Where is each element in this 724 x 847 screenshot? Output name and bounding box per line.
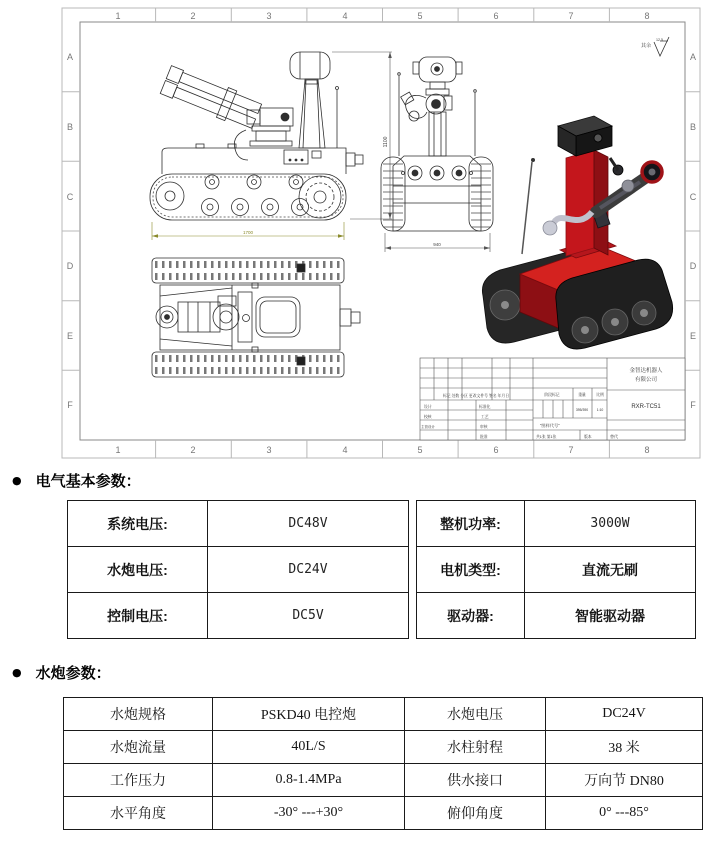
sign-check-label: 校核 — [424, 415, 432, 419]
zone-row-label: D — [66, 261, 74, 271]
zone-row-label: A — [689, 52, 697, 62]
zone-column-label: 1 — [115, 445, 121, 455]
zone-column-label: 4 — [342, 11, 348, 21]
param-label: 供水接口 — [405, 764, 546, 797]
param-value: 万向节 DN80 — [546, 764, 703, 797]
company-name-line2: 有限公司 — [634, 377, 658, 383]
bullet-icon: ● — [12, 474, 22, 487]
zone-column-label: 1 — [115, 11, 121, 21]
zone-column-label: 5 — [417, 445, 423, 455]
electrical-table-left — [67, 500, 409, 639]
param-value: DC48V — [208, 501, 409, 547]
param-label: 水柱射程 — [405, 731, 546, 764]
sign-approve-label: 批准 — [480, 435, 488, 439]
zone-column-label: 8 — [644, 445, 650, 455]
weight-value: 395/390 — [575, 408, 589, 412]
param-label: 水炮电压: — [68, 547, 208, 593]
title-block — [420, 358, 685, 440]
zone-row-label: E — [689, 331, 697, 341]
param-label: 控制电压: — [68, 593, 208, 639]
zone-row-label: A — [66, 52, 74, 62]
param-value: PSKD40 电控炮 — [213, 698, 405, 731]
replace-label: 替代 — [610, 434, 618, 439]
zone-row-label: E — [66, 331, 74, 341]
section-heading-text: 水炮参数： — [35, 664, 111, 682]
zone-row-label: F — [67, 400, 73, 410]
param-label: 工作压力 — [64, 764, 213, 797]
section-heading-electrical — [12, 470, 141, 491]
roughness-note-text: 其余 — [640, 43, 651, 49]
param-value: 40L/S — [213, 731, 405, 764]
section-heading-text: 电气基本参数： — [35, 472, 141, 490]
sign-craft-label: 工艺 — [481, 415, 489, 419]
zone-row-label: D — [689, 261, 697, 271]
param-label: 水炮规格 — [64, 698, 213, 731]
zone-column-label: 2 — [190, 445, 196, 455]
version-label: 版本 — [584, 435, 592, 439]
weight-label: 重量 — [578, 393, 586, 397]
param-label: 水平角度 — [64, 797, 213, 830]
param-label: 整机功率: — [417, 501, 525, 547]
zone-row-label: B — [689, 122, 697, 132]
zone-column-label: 6 — [493, 445, 499, 455]
param-value: 智能驱动器 — [525, 593, 696, 639]
drawing-code-note: “图样代号” — [540, 423, 560, 428]
sign-chief-label: 主管设计 — [421, 425, 435, 429]
zone-column-label: 7 — [568, 11, 574, 21]
sign-audit-label: 审核 — [480, 425, 488, 429]
roughness-value-text: 12.5 — [656, 38, 663, 42]
param-label: 水炮电压 — [405, 698, 546, 731]
zone-column-label: 3 — [266, 445, 272, 455]
param-label: 俯仰角度 — [405, 797, 546, 830]
param-value: 3000W — [525, 501, 696, 547]
param-label: 水炮流量 — [64, 731, 213, 764]
table-gap — [409, 500, 416, 639]
cannon-table — [63, 697, 703, 830]
bullet-icon: ● — [12, 666, 22, 679]
sign-std-label: 标准化 — [479, 405, 491, 409]
zone-row-label: C — [66, 192, 74, 202]
section-heading-cannon — [12, 662, 111, 683]
cannon-parameters-table — [63, 697, 703, 830]
param-label: 电机类型: — [417, 547, 525, 593]
zone-column-label: 4 — [342, 445, 348, 455]
scale-label: 比例 — [596, 393, 604, 397]
param-value: DC24V — [208, 547, 409, 593]
zone-column-label: 3 — [266, 11, 272, 21]
param-value: 38 米 — [546, 731, 703, 764]
param-value: DC5V — [208, 593, 409, 639]
stage-header-label: 阶段标记 — [544, 393, 560, 397]
scale-value: 1:10 — [596, 408, 604, 412]
param-value: -30° ---+30° — [213, 797, 405, 830]
electrical-table-right — [416, 500, 696, 639]
param-value: 直流无刷 — [525, 547, 696, 593]
revision-header-text: 标记 处数 分区 更改文件号 签名 年月日 — [442, 394, 510, 398]
zone-column-label: 5 — [417, 11, 423, 21]
dimension-label-height: 1100 — [383, 136, 389, 148]
zone-column-label: 6 — [493, 11, 499, 21]
zone-row-label: F — [690, 400, 696, 410]
zone-row-label: B — [66, 122, 74, 132]
zone-column-label: 8 — [644, 11, 650, 21]
zone-column-label: 7 — [568, 445, 574, 455]
drawing-number: RXR-TC51 — [631, 404, 661, 410]
dimension-label-width: 940 — [433, 242, 441, 247]
param-value: 0.8-1.4MPa — [213, 764, 405, 797]
dimension-label-length: 1700 — [242, 230, 254, 235]
param-label: 驱动器: — [417, 593, 525, 639]
param-value: 0° ---85° — [546, 797, 703, 830]
param-label: 系统电压: — [68, 501, 208, 547]
zone-row-label: C — [689, 192, 697, 202]
electrical-parameters-table — [67, 500, 696, 639]
company-name-line1: 金智达机器人 — [629, 368, 663, 374]
param-value: DC24V — [546, 698, 703, 731]
sign-design-label: 设计 — [424, 405, 432, 409]
zone-column-label: 2 — [190, 11, 196, 21]
sheet-count-text: 共1张 第1张 — [536, 435, 557, 439]
